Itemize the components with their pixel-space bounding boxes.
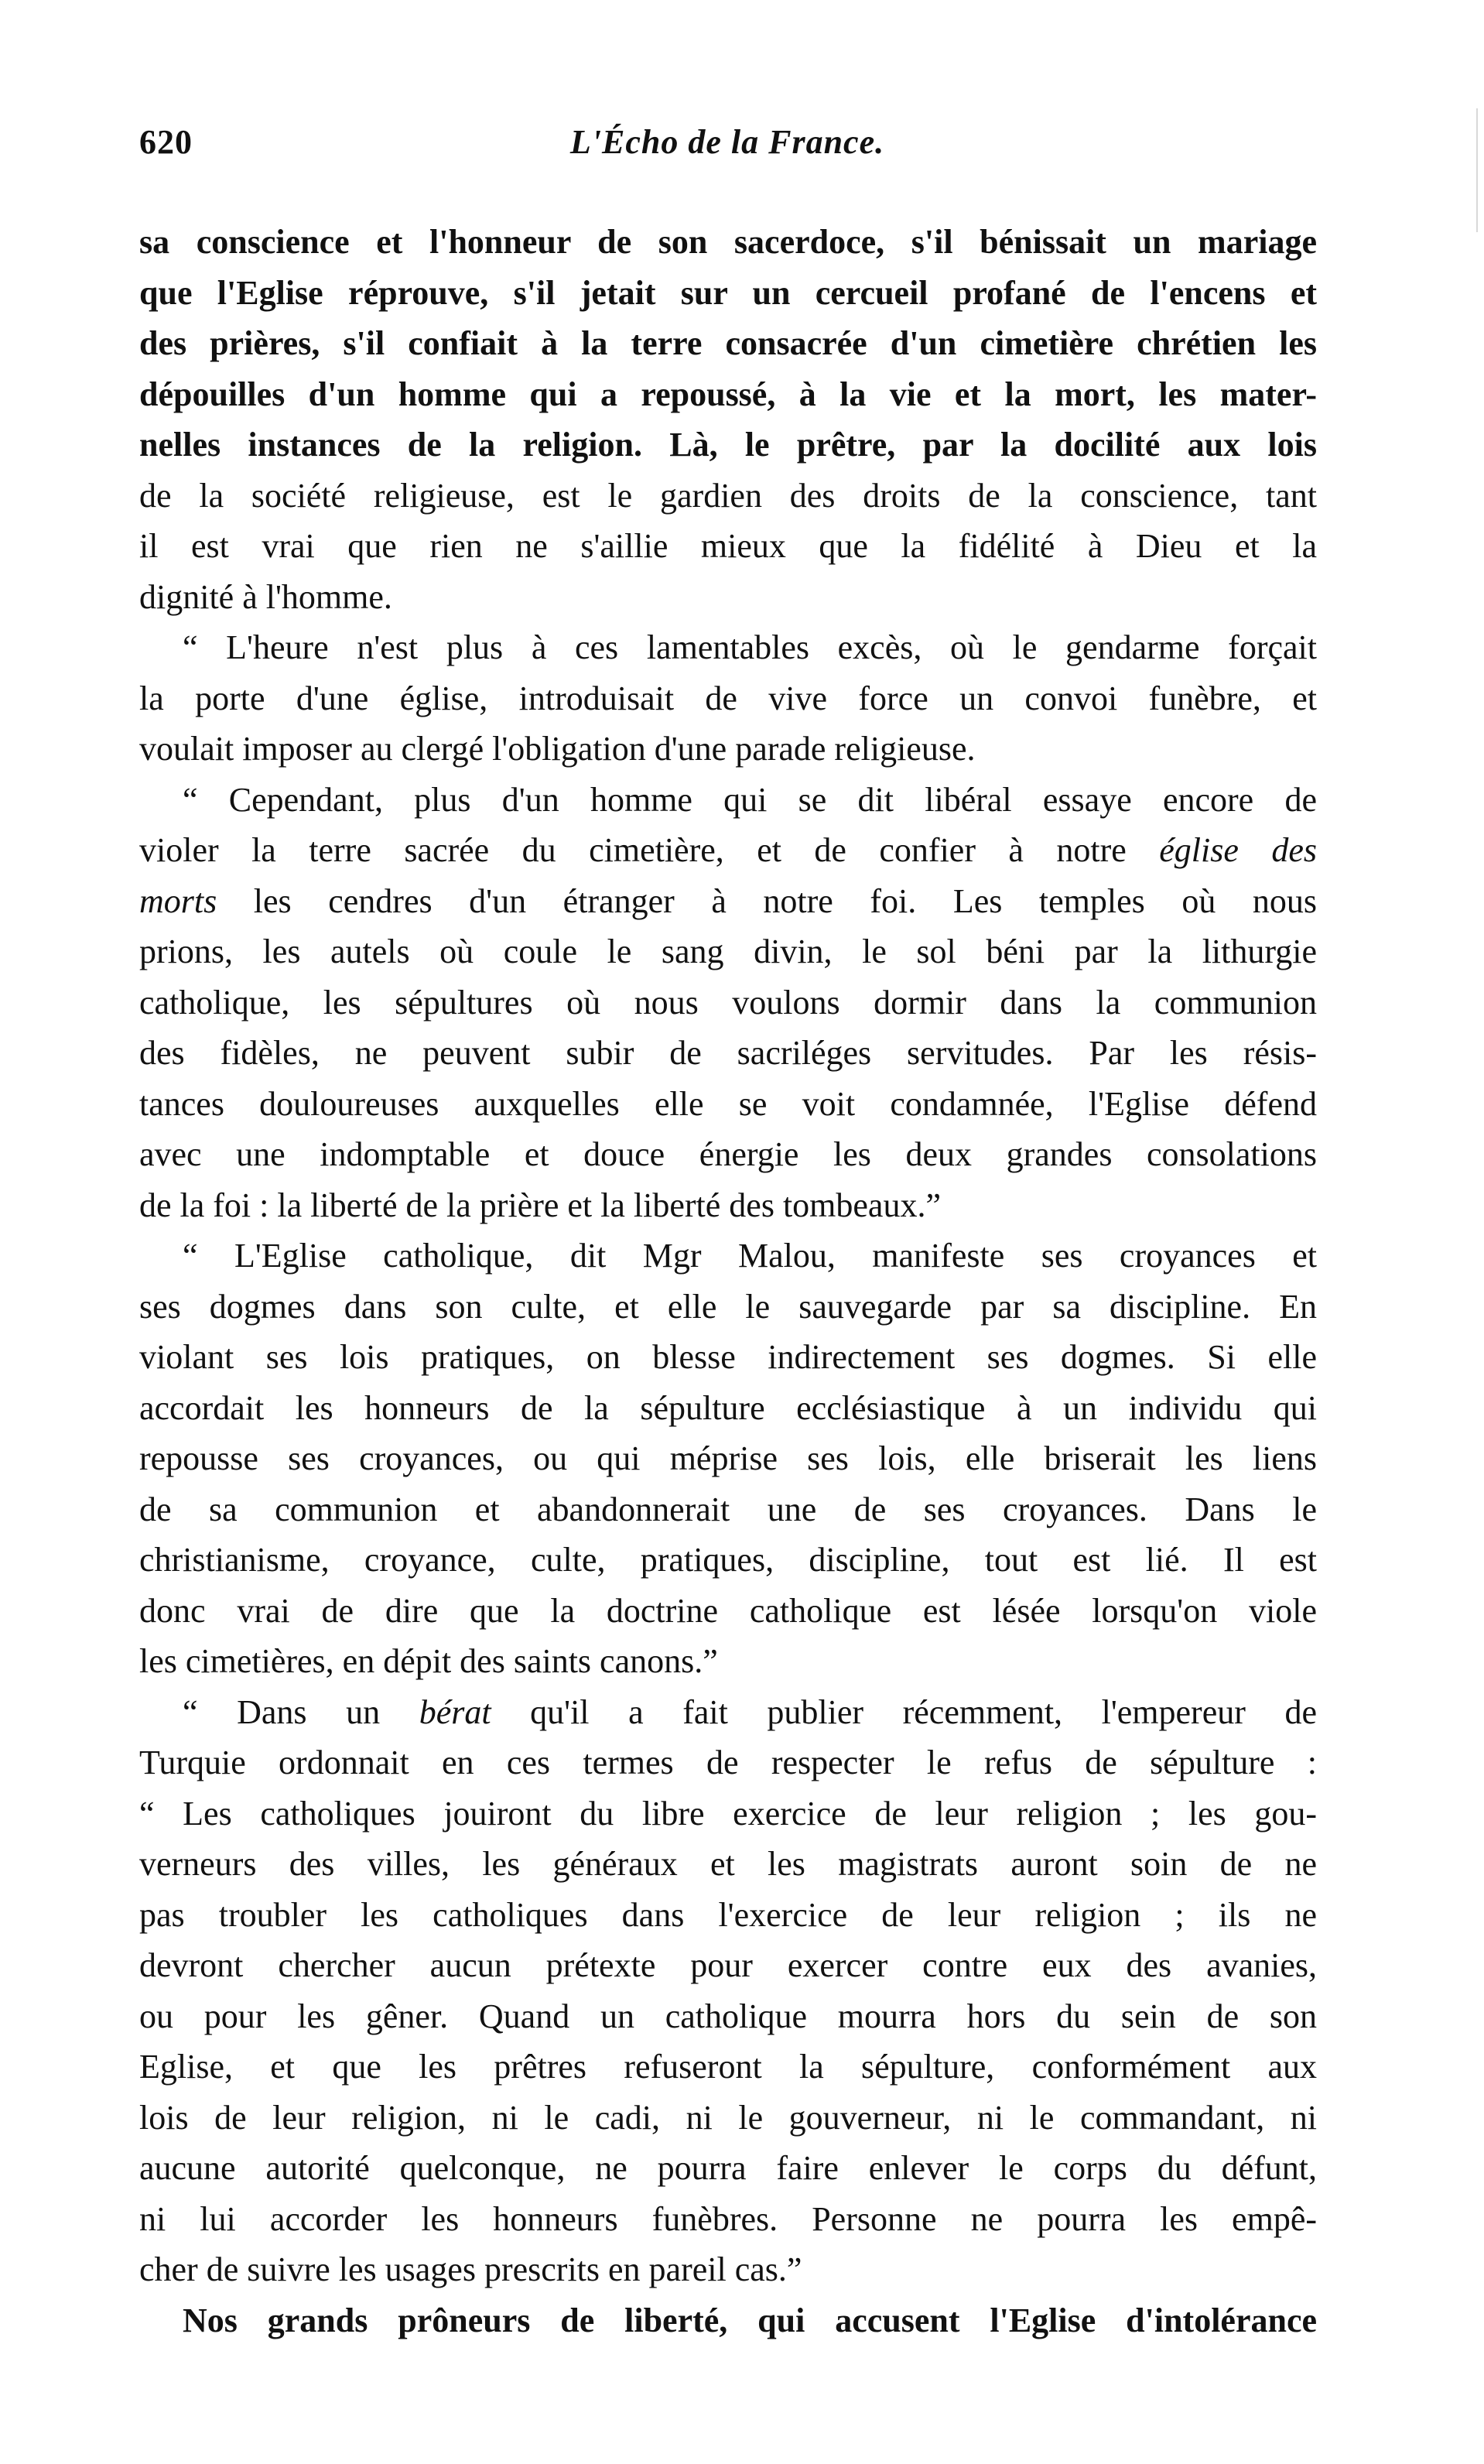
text-line — [139, 1586, 1317, 1637]
line-text: aucune autorité quelconque, ne pourra faire enlever le corps du défunt, — [139, 2149, 1317, 2187]
text-line — [139, 1737, 1317, 1788]
line-text: tances douloureuses auxquelles elle se voit condamnée, l'Eglise défend — [139, 1084, 1317, 1123]
text-line — [139, 1383, 1317, 1434]
line-text: Nos grands prôneurs de liberté, qui accusent l'Eglise d'intolérance — [183, 2301, 1317, 2339]
text-line — [139, 318, 1317, 369]
line-text: avec une indomptable et douce énergie les deux grandes consolations — [139, 1135, 1317, 1173]
text-line — [139, 1636, 1317, 1687]
text-line — [139, 622, 1317, 673]
body-text — [139, 217, 1317, 2346]
scan-edge-mark — [1476, 108, 1478, 232]
line-text: dépouilles d'un homme qui a repoussé, à la vie et la mort, les mater- — [139, 375, 1317, 413]
text-line — [139, 1788, 1317, 1839]
italic-text: morts — [139, 881, 217, 920]
line-text: ou pour les gêner. Quand un catholique mourra hors du sein de son — [139, 1997, 1317, 2035]
italic-text: église des — [1159, 831, 1317, 869]
text-line — [139, 1687, 1317, 1738]
text-line — [139, 1028, 1317, 1079]
text-line — [139, 1484, 1317, 1535]
line-text: Eglise, et que les prêtres refuseront la sépulture, conformément aux — [139, 2048, 1317, 2086]
text-line — [139, 1332, 1317, 1383]
line-text: voulait imposer au clergé l'obligation d'une parade religieuse. — [139, 730, 976, 768]
line-text: christianisme, croyance, culte, pratiques, discipline, tout est lié. Il est — [139, 1541, 1317, 1579]
text-line — [139, 217, 1317, 268]
line-text: la porte d'une église, introduisait de vive force un convoi funèbre, et — [139, 679, 1317, 717]
line-text: prions, les autels où coule le sang divin, le sol béni par la lithurgie — [139, 933, 1317, 970]
line-text: les cimetières, en dépit des saints canons.” — [139, 1642, 718, 1680]
text-line — [139, 2244, 1317, 2295]
line-text: accordait les honneurs de la sépulture ecclésiastique à un individu qui — [139, 1388, 1317, 1427]
line-text: de sa communion et abandonnerait une de ses croyances. Dans le — [139, 1490, 1317, 1528]
text-line — [139, 673, 1317, 724]
line-text: des prières, s'il confiait à la terre consacrée d'un cimetière chrétien les — [139, 324, 1317, 362]
line-text: violant ses lois pratiques, on blesse indirectement ses dogmes. Si elle — [139, 1338, 1317, 1376]
line-text: les cendres d'un étranger à notre foi. Les temples où nous — [217, 881, 1317, 920]
line-text: repousse ses croyances, ou qui méprise ses lois, elle briserait les liens — [139, 1439, 1317, 1477]
text-line — [139, 419, 1317, 471]
line-text: catholique, les sépultures où nous voulons dormir dans la communion — [139, 983, 1317, 1022]
text-line — [139, 2194, 1317, 2245]
line-text: “ Dans un — [183, 1692, 419, 1731]
line-text: “ Les catholiques jouiront du libre exercice de leur religion ; les gou- — [139, 1794, 1317, 1833]
text-line — [139, 471, 1317, 522]
line-text: lois de leur religion, ni le cadi, ni le gouverneur, ni le commandant, ni — [139, 2098, 1317, 2137]
line-text: qu'il a fait publier récemment, l'empereur de — [491, 1692, 1317, 1731]
text-line — [139, 1230, 1317, 1282]
text-line — [139, 268, 1317, 319]
text-line — [139, 724, 1317, 775]
text-line — [139, 369, 1317, 420]
text-line — [139, 825, 1317, 876]
line-text: pas troubler les catholiques dans l'exercice de leur religion ; ils ne — [139, 1895, 1317, 1934]
text-line — [139, 977, 1317, 1028]
text-line — [139, 876, 1317, 927]
line-text: ses dogmes dans son culte, et elle le sauvegarde par sa discipline. En — [139, 1287, 1317, 1326]
line-text: dignité à l'homme. — [139, 577, 392, 616]
line-text: de la foi : la liberté de la prière et la liberté des tombeaux.” — [139, 1186, 941, 1224]
line-text: “ L'Eglise catholique, dit Mgr Malou, manifeste ses croyances et — [183, 1237, 1317, 1275]
line-text: des fidèles, ne peuvent subir de sacriléges servitudes. Par les résis- — [139, 1034, 1317, 1072]
text-line — [139, 2041, 1317, 2093]
text-line — [139, 2093, 1317, 2144]
text-line — [139, 1433, 1317, 1484]
text-line — [139, 1079, 1317, 1130]
line-text: nelles instances de la religion. Là, le prêtre, par la docilité aux lois — [139, 426, 1317, 464]
page-header — [139, 122, 1315, 169]
line-text: verneurs des villes, les généraux et les magistrats auront soin de ne — [139, 1845, 1317, 1883]
line-text: il est vrai que rien ne s'aillie mieux que la fidélité à Dieu et la — [139, 527, 1317, 565]
text-line — [139, 1129, 1317, 1180]
line-text: cher de suivre les usages prescrits en pareil cas.” — [139, 2250, 802, 2288]
line-text: devront chercher aucun prétexte pour exercer contre eux des avanies, — [139, 1946, 1317, 1984]
line-text: de la société religieuse, est le gardien des droits de la conscience, tant — [139, 476, 1317, 515]
line-text: que l'Eglise réprouve, s'il jetait sur un cercueil profané de l'encens et — [139, 273, 1317, 312]
line-text: ni lui accorder les honneurs funèbres. Personne ne pourra les empê- — [139, 2199, 1317, 2238]
running-title: L'Écho de la France. — [569, 123, 885, 161]
text-line — [139, 1282, 1317, 1333]
text-line — [139, 926, 1317, 977]
text-line — [139, 1839, 1317, 1890]
text-line — [139, 1535, 1317, 1586]
text-line — [139, 775, 1317, 826]
text-line — [139, 2295, 1317, 2346]
italic-text: bérat — [419, 1692, 491, 1731]
line-text: sa conscience et l'honneur de son sacerdoce, s'il bénissait un mariage — [139, 223, 1317, 261]
text-line — [139, 2143, 1317, 2194]
text-line — [139, 1940, 1317, 1991]
text-line — [139, 572, 1317, 623]
line-text: violer la terre sacrée du cimetière, et de confier à notre — [139, 831, 1160, 869]
page-number: 620 — [139, 123, 193, 161]
line-text: Turquie ordonnait en ces termes de respecter le refus de sépulture : — [139, 1744, 1317, 1781]
line-text: “ L'heure n'est plus à ces lamentables excès, où le gendarme forçait — [183, 628, 1317, 666]
text-line — [139, 1180, 1317, 1231]
text-line — [139, 1890, 1317, 1941]
line-text: “ Cependant, plus d'un homme qui se dit libéral essaye encore de — [183, 780, 1317, 819]
text-line — [139, 1991, 1317, 2042]
line-text: donc vrai de dire que la doctrine catholique est lésée lorsqu'on viole — [139, 1591, 1317, 1630]
text-line — [139, 521, 1317, 572]
